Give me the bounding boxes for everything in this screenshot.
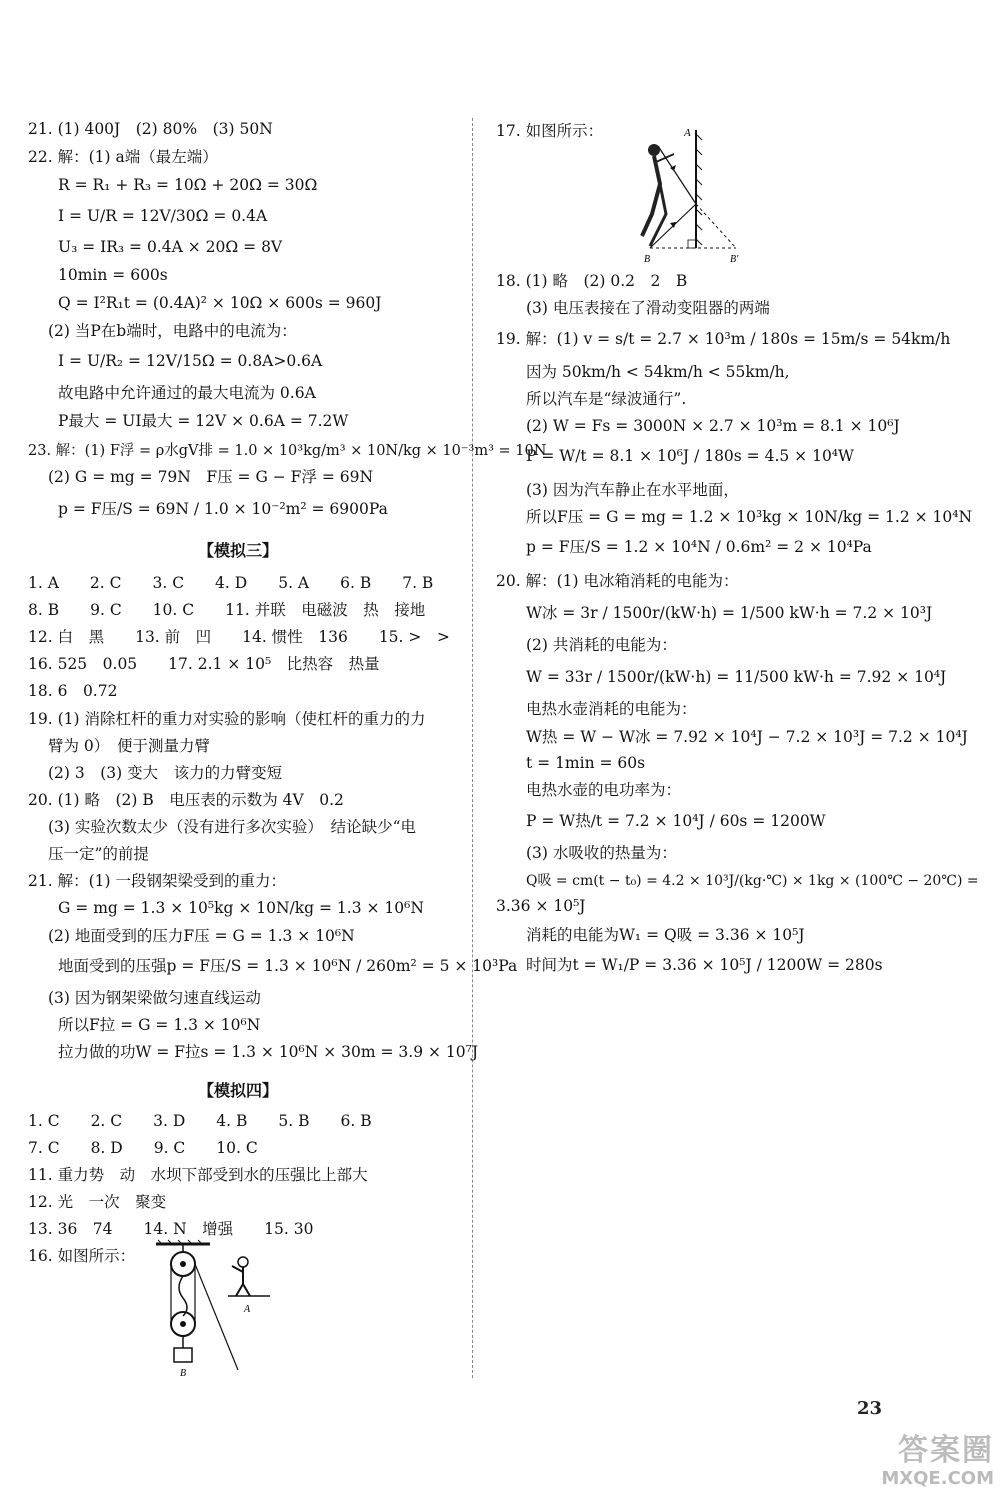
formula-line: W热 = W − W冰 = 7.92 × 10⁴J − 7.2 × 10³J = 7.2 × 10⁴J <box>526 728 968 746</box>
formula-line: I = U/R₂ = 12V/15Ω = 0.8A>0.6A <box>58 352 323 370</box>
page-number: 23 <box>856 1398 882 1419</box>
formula-line: 3.36 × 10⁵J <box>496 897 586 915</box>
formula-line: p = F压/S = 1.2 × 10⁴N / 0.6m² = 2 × 10⁴Pa <box>526 538 872 556</box>
formula-line: 10min = 600s <box>58 266 168 284</box>
formula-line: W冰 = 3r / 1500r/(kW·h) = 1/500 kW·h = 7.2 × 10³J <box>526 604 933 622</box>
answer-line: (2) 3 (3) 变大 该力的力臂变短 <box>48 764 283 782</box>
answer-line: 电热水壶的电功率为： <box>526 781 682 799</box>
formula-line: I = U/R = 12V/30Ω = 0.4A <box>58 207 268 225</box>
answer-line: (3) 水吸收的热量为： <box>526 844 677 862</box>
formula-line: 所以F压 = G = mg = 1.2 × 10³kg × 10N/kg = 1.2 × 10⁴N <box>526 508 973 526</box>
formula-line: W = 33r / 1500r/(kW·h) = 11/500 kW·h = 7.92 × 10⁴J <box>526 668 947 686</box>
answer-line: 20. (1) 略 (2) B 电压表的示数为 4V 0.2 <box>28 791 344 809</box>
section-heading: 【模拟三】 <box>198 541 279 560</box>
label-b-prime: B′ <box>730 254 739 265</box>
answer-line: 所以汽车是“绿波通行”. <box>526 390 687 408</box>
answer-line: 8. B 9. C 10. C 11. 并联 电磁波 热 接地 <box>28 601 426 619</box>
label-b: B <box>644 254 651 265</box>
mirror-reflection-diagram <box>630 124 750 266</box>
answer-line: 16. 如图所示： <box>28 1247 136 1265</box>
formula-line: P = W热/t = 7.2 × 10⁴J / 60s = 1200W <box>526 812 826 830</box>
formula-line: p = F压/S = 69N / 1.0 × 10⁻²m² = 6900Pa <box>58 500 388 518</box>
answer-line: 13. 36 74 14. N 增强 15. 30 <box>28 1220 314 1238</box>
answer-line: 因为 50km/h < 54km/h < 55km/h, <box>526 363 790 381</box>
label-a: A <box>684 127 691 139</box>
watermark-text: 答案圈 <box>898 1433 994 1468</box>
formula-line: P = W/t = 8.1 × 10⁶J / 180s = 4.5 × 10⁴W <box>526 447 854 465</box>
answer-line: (3) 因为钢架梁做匀速直线运动 <box>48 989 261 1007</box>
formula-line: 19. 解：(1) v = s/t = 2.7 × 10³m / 180s = 15m/s = 54km/h <box>496 330 951 348</box>
formula-line: U₃ = IR₃ = 0.4A × 20Ω = 8V <box>58 238 283 256</box>
formula-line: 地面受到的压强p = F压/S = 1.3 × 10⁶N / 260m² = 5 × 10³Pa <box>58 957 518 975</box>
formula-line: P最大 = UI最大 = 12V × 0.6A = 7.2W <box>58 412 349 430</box>
watermark <box>881 1434 994 1490</box>
formula-line: t = 1min = 60s <box>526 754 646 772</box>
pulley-diagram <box>148 1238 278 1380</box>
answer-line: 臂为 0） 便于测量力臂 <box>48 737 211 755</box>
answer-line: 故电路中允许通过的最大电流为 0.6A <box>58 384 316 402</box>
formula-line: G = mg = 1.3 × 10⁵kg × 10N/kg = 1.3 × 10⁶N <box>58 899 424 917</box>
answer-line: 21. 解：(1) 一段钢架梁受到的重力： <box>28 872 286 890</box>
label-a: A <box>244 1304 251 1315</box>
answer-line: 1. A 2. C 3. C 4. D 5. A 6. B 7. B <box>28 574 434 592</box>
answer-line: (3) 实验次数太少（没有进行多次实验） 结论缺少“电 <box>48 818 417 836</box>
answer-line: 16. 525 0.05 17. 2.1 × 10⁵ 比热容 热量 <box>28 655 380 673</box>
answer-line: 电热水壶消耗的电能为： <box>526 700 697 718</box>
formula-line: (2) W = Fs = 3000N × 2.7 × 10³m = 8.1 × 10⁶J <box>526 417 900 435</box>
answer-line: 12. 白 黑 13. 前 凹 14. 惯性 136 15. > > <box>28 628 450 646</box>
answer-line: 1. C 2. C 3. D 4. B 5. B 6. B <box>28 1112 372 1130</box>
column-divider <box>472 118 473 1378</box>
formula-line: (2) 地面受到的压力F压 = G = 1.3 × 10⁶N <box>48 927 355 945</box>
answer-line: 17. 如图所示： <box>496 122 604 140</box>
formula-line: (2) G = mg = 79N F压 = G − F浮 = 69N <box>48 468 374 486</box>
section-heading: 【模拟四】 <box>198 1081 279 1100</box>
answer-line: 18. (1) 略 (2) 0.2 2 B <box>496 272 688 290</box>
answer-line: (3) 电压表接在了滑动变阻器的两端 <box>526 299 770 317</box>
answer-line: 12. 光 一次 聚变 <box>28 1193 167 1211</box>
answer-line: (2) 共消耗的电能为： <box>526 636 677 654</box>
answer-line: (3) 因为汽车静止在水平地面， <box>526 481 739 499</box>
formula-line: 消耗的电能为W₁ = Q吸 = 3.36 × 10⁵J <box>526 926 805 944</box>
answer-line: 压一定”的前提 <box>48 845 149 863</box>
answer-line: 23. 解：(1) F浮 = ρ水gV排 = 1.0 × 10³kg/m³ × 10N/kg × 10⁻³m³ = 10N <box>28 443 547 459</box>
answer-line: 7. C 8. D 9. C 10. C <box>28 1139 258 1157</box>
answer-line: 11. 重力势 动 水坝下部受到水的压强比上部大 <box>28 1166 368 1184</box>
formula-line: 时间为t = W₁/P = 3.36 × 10⁵J / 1200W = 280s <box>526 956 883 974</box>
answer-line: 19. (1) 消除杠杆的重力对实验的影响（使杠杆的重力的力 <box>28 710 426 728</box>
answer-line: 21. (1) 400J (2) 80% (3) 50N <box>28 120 273 138</box>
answer-line: (2) 当P在b端时，电路中的电流为： <box>48 322 297 340</box>
answer-line: 22. 解：(1) a端（最左端） <box>28 148 218 166</box>
answer-line: 20. 解：(1) 电冰箱消耗的电能为： <box>496 572 739 590</box>
formula-line: 拉力做的功W = F拉s = 1.3 × 10⁶N × 30m = 3.9 × 10⁷J <box>58 1043 479 1061</box>
formula-line: Q = I²R₁t = (0.4A)² × 10Ω × 600s = 960J <box>58 294 382 312</box>
formula-line: Q吸 = cm(t − t₀) = 4.2 × 10³J/(kg·℃) × 1kg × (100℃ − 20℃) = <box>526 873 979 889</box>
watermark-url: MXQE.COM <box>881 1468 994 1489</box>
formula-line: R = R₁ + R₃ = 10Ω + 20Ω = 30Ω <box>58 176 318 194</box>
formula-line: 所以F拉 = G = 1.3 × 10⁶N <box>58 1016 261 1034</box>
label-b: B <box>180 1368 187 1379</box>
answer-line: 18. 6 0.72 <box>28 682 118 700</box>
